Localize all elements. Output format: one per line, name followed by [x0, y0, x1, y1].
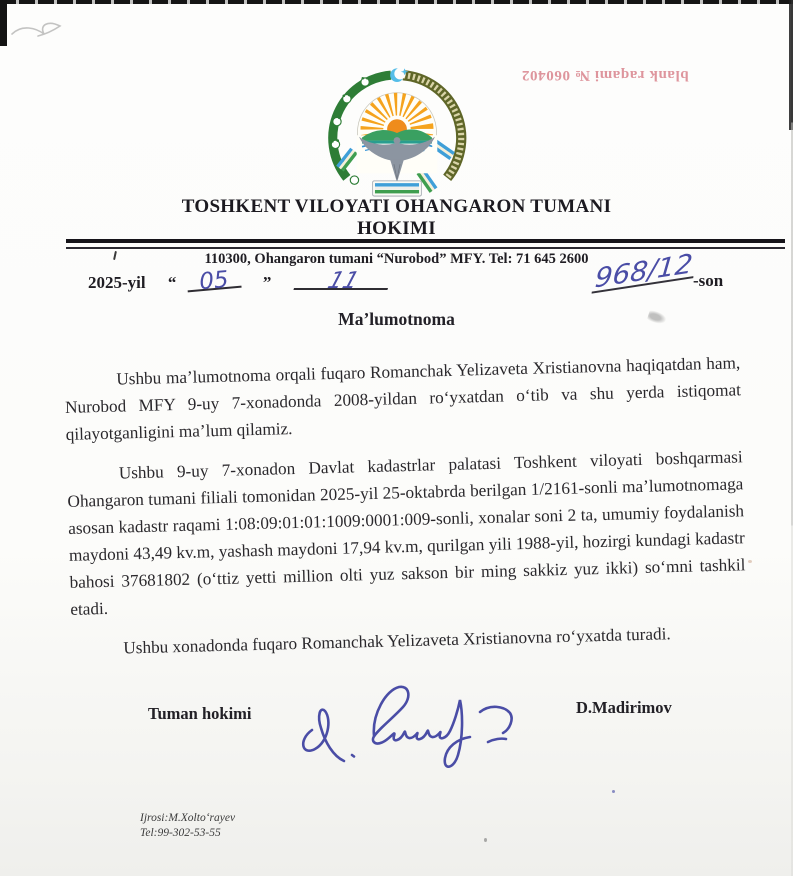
document-number-suffix: -son	[693, 271, 724, 290]
signatory-name: D.Madirimov	[576, 698, 672, 717]
scan-edge-artifact-left	[0, 0, 7, 46]
date-year-label: 2025-yil	[88, 273, 146, 292]
scan-speck	[484, 838, 487, 842]
org-title-block	[0, 196, 793, 240]
date-close-quote: ”	[262, 273, 272, 292]
header-divider-rule	[66, 239, 785, 249]
scan-edge-artifact-top	[0, 0, 793, 4]
signatory-role: Tuman hokimi	[148, 704, 252, 723]
org-name-line1: TOSHKENT VILOYATI OHANGARON TUMANI	[181, 196, 612, 217]
pencil-scribble-mark	[8, 12, 78, 46]
paragraph-residency: Ushbu ma’lumotnoma orqali fuqaro Romanchak Yelizaveta Xristianovna haqiqatdan ham, Nurobod MFY 9-uy 7-xonadonda 2008-yildan ro‘yxatdan o‘tib va shu yerda istiqomat qilayotganligini ma’lum qilamiz.	[64, 353, 742, 444]
date-open-quote: “	[167, 273, 177, 292]
executor-phone: Tel:99-302-53-55	[140, 827, 221, 839]
handwritten-month: 11	[293, 274, 392, 290]
document-number-line	[593, 248, 724, 295]
handwritten-day: 05	[186, 272, 241, 293]
scan-speck	[748, 560, 752, 563]
scan-speck	[612, 790, 615, 793]
paragraph-registration: Ushbu xonadonda fuqaro Romanchak Yelizaveta Xristianovna ro‘yxatda turadi.	[123, 624, 671, 658]
handwritten-signature	[282, 666, 534, 788]
org-name-line2: HOKIMI	[357, 218, 436, 239]
document-body	[64, 349, 748, 676]
handwritten-document-number: 968/12	[593, 248, 694, 295]
blank-number-stamp: blank raqami № 060402	[521, 67, 689, 83]
uzbekistan-state-emblem-logo	[321, 62, 473, 207]
document-title: Ma’lumotnoma	[338, 309, 455, 329]
paragraph-cadastre-details: Ushbu 9-uy 7-xonadon Davlat kadastrlar palatasi Toshkent viloyati boshqarmasi Ohangaron tumani filiali tomonidan 2025-yil 25-oktabrda berilgan 1/2161-sonli ma’lumotnomaga asosan kadastr raqami 1:08:09:01:01:1009:0001:009-sonli, xonalar soni 2 ta, umumiy foydalanish maydoni 43,49 kv.m, yashash maydoni 17,94 kv.m, qurilgan yili 1988-yil, hozirgi kundagi kadastr bahosi 37681802 (o‘ttiz yetti million olti yuz sakson bir ming sakkiz yuz ikki) so‘mni tashkil etadi.	[67, 447, 746, 619]
date-line	[88, 266, 390, 296]
executor-footer	[140, 811, 235, 841]
org-address: 110300, Ohangaron tumani “Nurobod” MFY. Tel: 71 645 2600	[204, 251, 589, 267]
executor-name: Ijrosi:M.Xolto‘rayev	[140, 812, 236, 824]
